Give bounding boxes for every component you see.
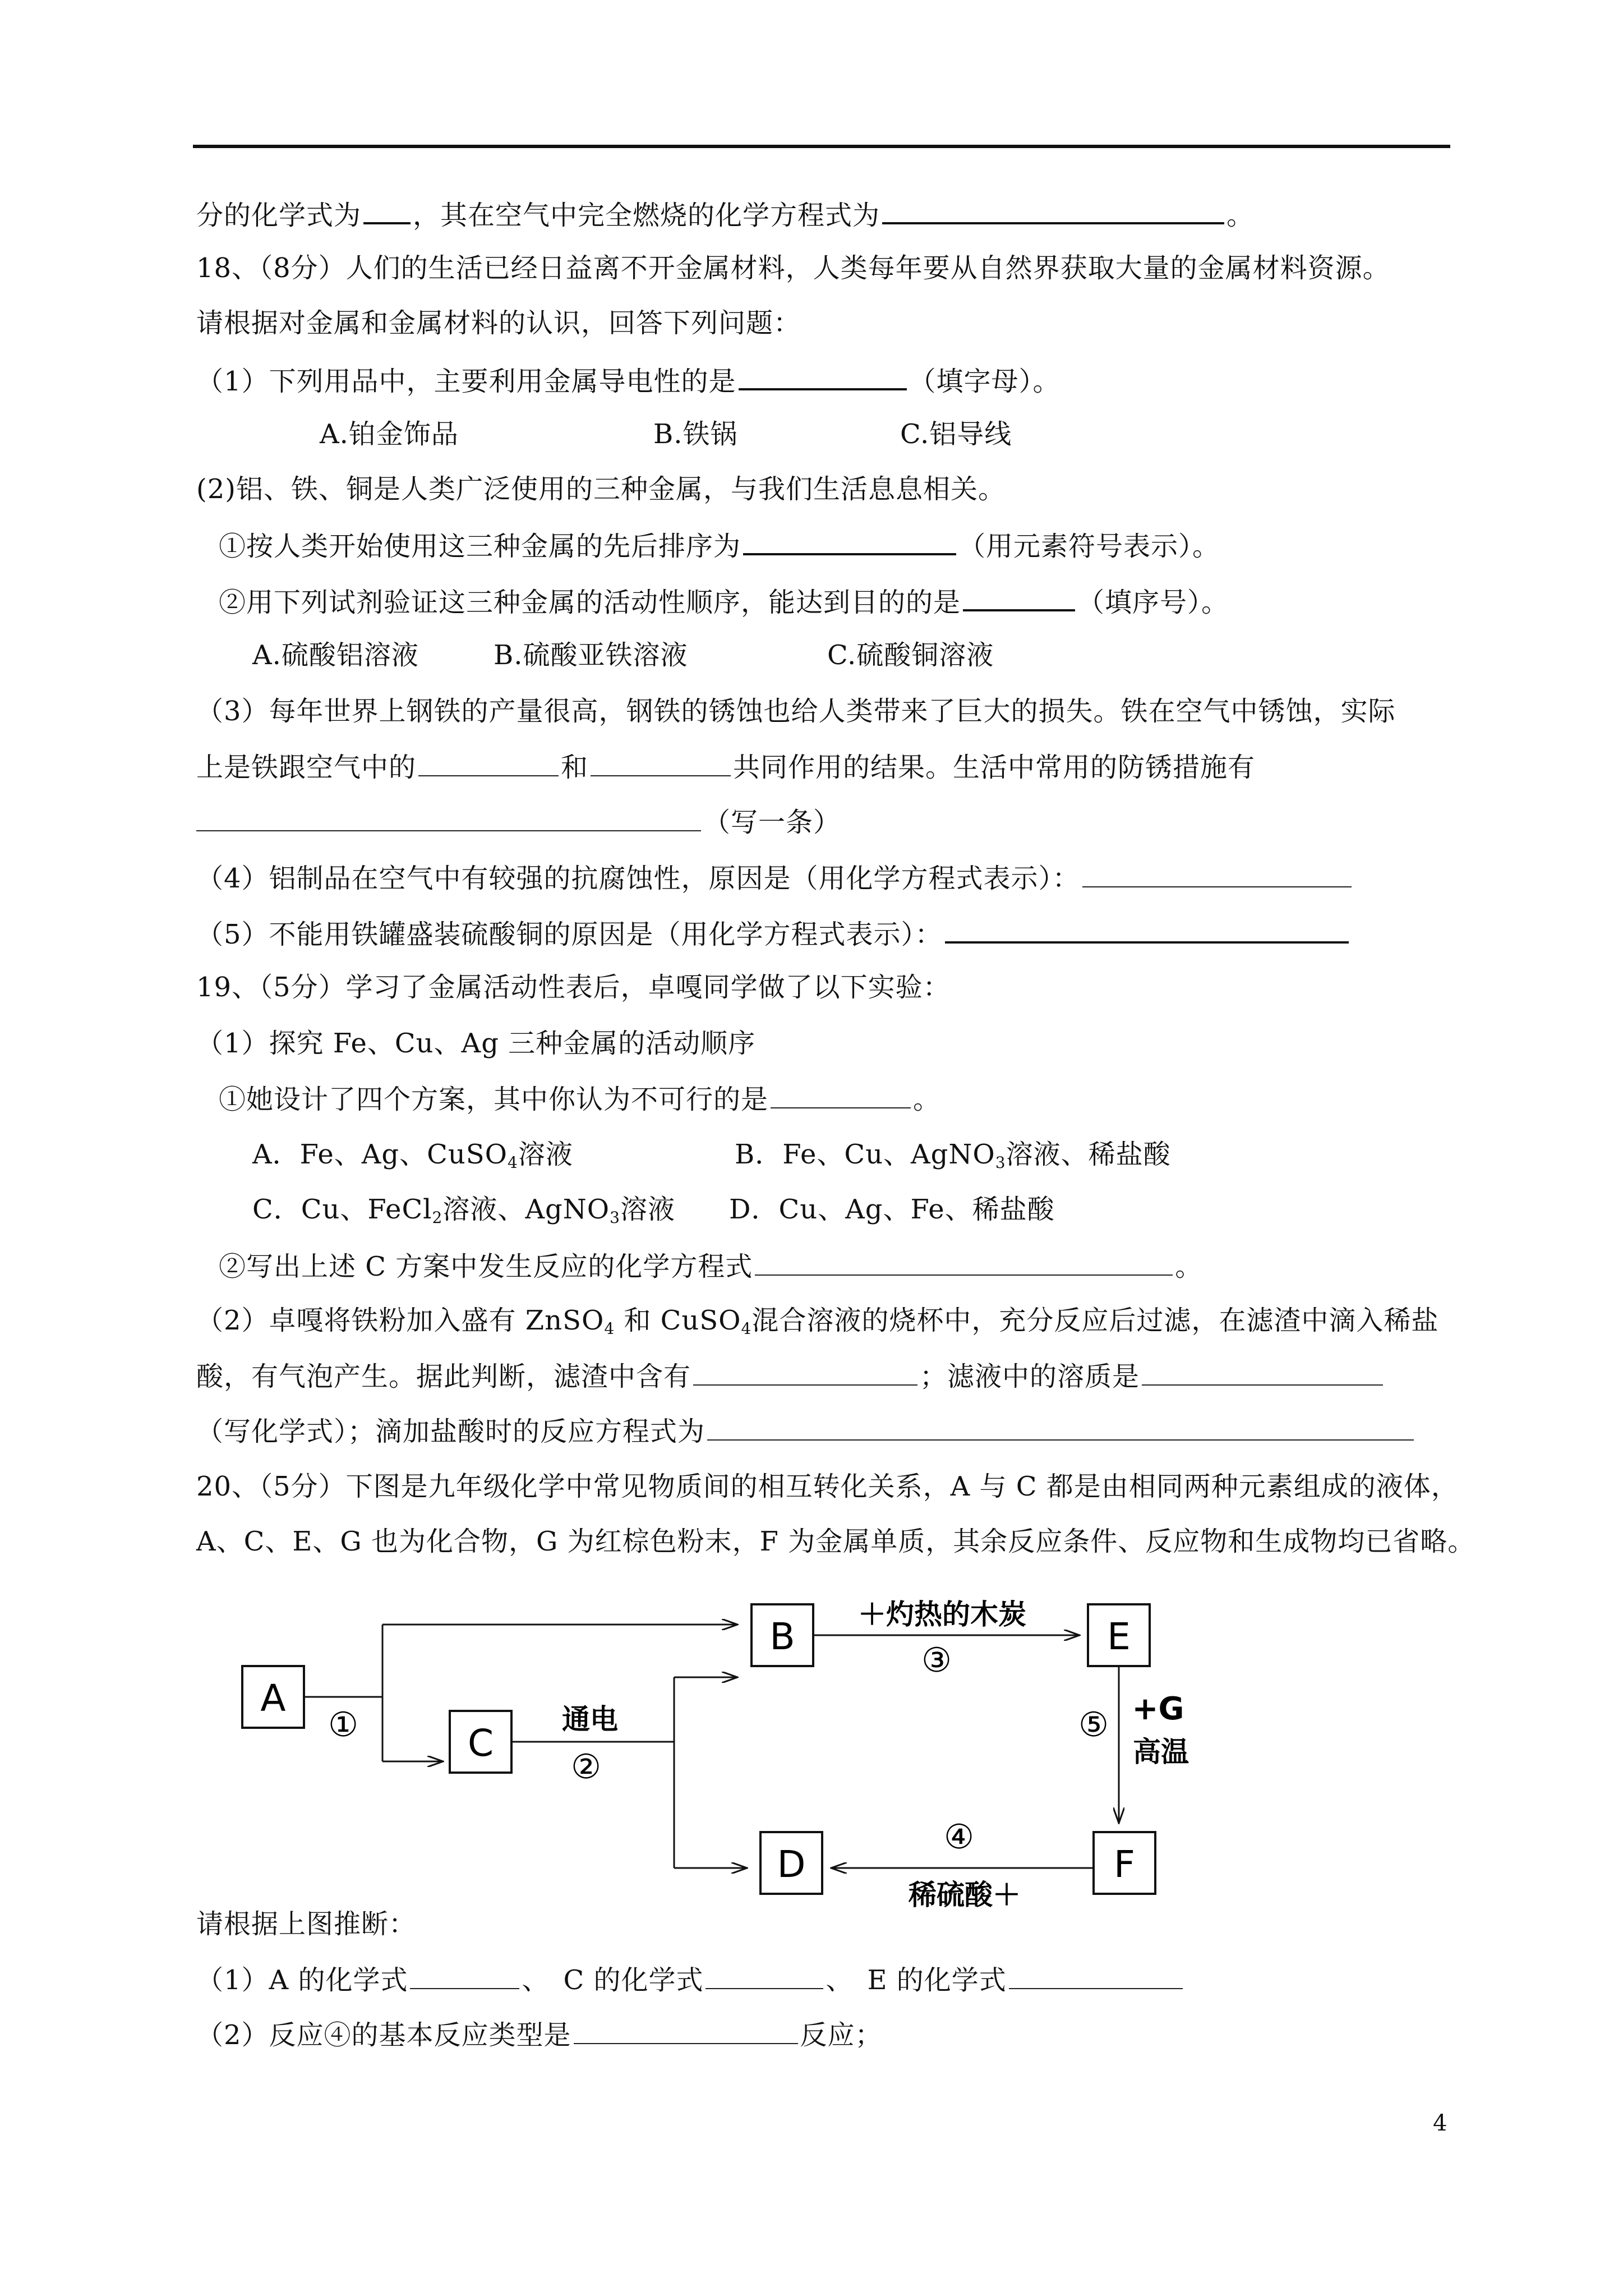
q18-part4 (196, 861, 1354, 895)
q18-part3: （3）每年世界上钢铁的产量很高，钢铁的锈蚀也给人类带来了巨大的损失。铁在空气中锈蚀，实际 (196, 696, 1396, 727)
q19-part2 (196, 1304, 1438, 1337)
text: ；滤液中的溶质是 (920, 1361, 1140, 1392)
arrow-c-to-b-d (511, 1677, 747, 1868)
step-2-label: ② (571, 1747, 601, 1787)
q18-reagent-a: A.硫酸铝溶液 (252, 639, 419, 671)
answer-blank[interactable] (707, 1414, 1414, 1441)
text: （1）A 的化学式 (196, 1964, 408, 1996)
answer-blank[interactable] (1009, 1962, 1183, 1989)
q18-part2-sub1 (219, 527, 1220, 563)
answer-blank[interactable] (574, 2017, 798, 2044)
node-a (242, 1666, 304, 1728)
text: 分的化学式为 (196, 200, 362, 231)
step-5-reactant: +G (1132, 1691, 1184, 1727)
header-rule (193, 145, 1450, 148)
q20-heading-2: A、C、E、G 也为化合物，G 为红棕色粉末，F 为金属单质，其余反应条件、反应物和生成物均已省略。 (196, 1526, 1476, 1557)
step-2-condition: 通电 (562, 1703, 618, 1736)
arrow-a-to-b-c (304, 1625, 737, 1761)
step-3-condition: ＋灼热的木炭 (858, 1598, 1026, 1631)
text: C．Cu、FeCl (252, 1194, 432, 1225)
page-number: 4 (1433, 2110, 1447, 2136)
step-3-label: ③ (921, 1641, 952, 1680)
text: ②写出上述 C 方案中发生反应的化学方程式 (219, 1251, 753, 1282)
text: （2）卓嘎将铁粉加入盛有 ZnSO (196, 1305, 605, 1336)
node-f (1094, 1832, 1155, 1894)
answer-blank[interactable] (882, 196, 1224, 224)
text: ①按人类开始使用这三种金属的先后排序为 (219, 531, 741, 562)
answer-blank[interactable] (739, 362, 907, 390)
text: （填序号）。 (1077, 587, 1229, 618)
q19-heading: 19、（5分）学习了金属活动性表后，卓嘎同学做了以下实验： (196, 972, 951, 1003)
answer-blank[interactable] (945, 915, 1349, 944)
q19-option-b (735, 1138, 1171, 1171)
q18-reagent-b: B.硫酸亚铁溶液 (494, 639, 688, 671)
answer-blank[interactable] (963, 583, 1075, 611)
conversion-diagram (213, 1593, 1503, 1930)
node-e-label: E (1107, 1615, 1131, 1658)
node-d (760, 1832, 822, 1894)
step-4-label: ④ (944, 1818, 974, 1857)
q18-part3-line3 (196, 804, 841, 839)
q19-part1-sub1 (219, 1082, 940, 1116)
text: （用元素符号表示）。 (958, 531, 1220, 562)
node-f-label: F (1114, 1843, 1135, 1886)
node-a-label: A (260, 1677, 286, 1720)
answer-blank[interactable] (410, 1962, 519, 1989)
q18-part3-line2 (196, 749, 1255, 784)
subscript: 2 (432, 1208, 443, 1227)
q19-option-a (252, 1138, 573, 1171)
text: 溶液 (518, 1139, 573, 1170)
node-e (1088, 1604, 1150, 1666)
text: （5）不能用铁罐盛装硫酸铜的原因是（用化学方程式表示）： (196, 919, 943, 950)
text: 混合溶液的烧杯中，充分反应后过滤，在滤渣中滴入稀盐 (751, 1305, 1439, 1336)
answer-blank[interactable] (706, 1962, 823, 1989)
answer-blank[interactable] (1082, 861, 1352, 887)
text: 反应； (800, 2019, 883, 2051)
text: 溶液 (620, 1194, 675, 1225)
answer-blank[interactable] (771, 1082, 911, 1108)
node-d-label: D (777, 1843, 806, 1886)
step-4-reactant: 稀硫酸＋ (909, 1879, 1021, 1911)
text: （2）反应④的基本反应类型是 (196, 2019, 571, 2051)
node-b (751, 1604, 813, 1666)
q18-part2: (2)铝、铁、铜是人类广泛使用的三种金属，与我们生活息息相关。 (196, 473, 1006, 505)
text: （填字母）。 (909, 366, 1061, 397)
text: ②用下列试剂验证这三种金属的活动性顺序，能达到目的的是 (219, 587, 961, 618)
node-b-label: B (769, 1615, 795, 1658)
q19-option-d: D．Cu、Ag、Fe、稀盐酸 (729, 1194, 1055, 1225)
line-continuation (196, 196, 1254, 232)
q19-part2-line3 (196, 1414, 1416, 1448)
text: 和 CuSO (615, 1305, 741, 1336)
text: （1）下列用品中，主要利用金属导电性的是 (196, 366, 736, 397)
answer-blank[interactable] (693, 1359, 917, 1386)
node-c (450, 1711, 511, 1773)
subscript: 3 (995, 1153, 1006, 1172)
text: 。 (1227, 200, 1255, 231)
text: 溶液、AgNO (442, 1194, 610, 1225)
answer-blank[interactable] (591, 749, 731, 776)
text: A．Fe、Ag、CuSO (252, 1139, 508, 1170)
text: ，其在空气中完全燃烧的化学方程式为 (413, 200, 880, 231)
q20-part1 (196, 1962, 1185, 1997)
q18-reagent-c: C.硫酸铜溶液 (827, 639, 994, 671)
text: 、 E 的化学式 (826, 1964, 1007, 1996)
text: 和 (561, 752, 589, 783)
text: 。 (913, 1084, 941, 1115)
step-1-label: ① (328, 1705, 358, 1745)
text: （4）铝制品在空气中有较强的抗腐蚀性，原因是（用化学方程式表示）： (196, 863, 1080, 894)
q18-part1 (196, 362, 1061, 398)
answer-blank[interactable] (418, 749, 559, 776)
text: 酸，有气泡产生。据此判断，滤渣中含有 (196, 1361, 691, 1392)
q19-part2-line2 (196, 1359, 1385, 1393)
q20-part2 (196, 2017, 883, 2052)
text: ①她设计了四个方案，其中你认为不可行的是 (219, 1084, 769, 1115)
answer-blank[interactable] (196, 804, 701, 831)
q19-part1: （1）探究 Fe、Cu、Ag 三种金属的活动顺序 (196, 1028, 756, 1059)
step-5-label: ⑤ (1078, 1705, 1109, 1745)
q18-option-c: C.铝导线 (900, 418, 1012, 450)
text: B．Fe、Cu、AgNO (735, 1139, 995, 1170)
q20-infer: 请根据上图推断： (196, 1908, 417, 1940)
answer-blank[interactable] (1142, 1359, 1383, 1386)
subscript: 4 (508, 1153, 518, 1172)
q18-heading-2: 请根据对金属和金属材料的认识，回答下列问题： (196, 307, 801, 339)
answer-blank[interactable] (743, 527, 956, 555)
subscript: 4 (741, 1319, 752, 1338)
q18-part2-sub2 (219, 583, 1229, 619)
answer-blank[interactable] (363, 196, 411, 224)
text: 共同作用的结果。生活中常用的防锈措施有 (733, 752, 1256, 783)
q20-heading: 20、（5分）下图是九年级化学中常见物质间的相互转化关系，A 与 C 都是由相同两种元素组成的液体， (196, 1471, 1459, 1502)
text: （写化学式）；滴加盐酸时的反应方程式为 (196, 1416, 706, 1447)
text: 、 C 的化学式 (522, 1964, 704, 1996)
q18-option-a: A.铂金饰品 (320, 418, 459, 450)
q18-part5 (196, 915, 1351, 951)
step-5-condition: 高温 (1133, 1736, 1189, 1768)
text: 溶液、稀盐酸 (1006, 1139, 1171, 1170)
subscript: 4 (604, 1319, 615, 1338)
subscript: 3 (610, 1208, 620, 1227)
node-c-label: C (467, 1722, 494, 1765)
q18-option-b: B.铁锅 (653, 418, 738, 450)
q19-part1-sub2 (219, 1249, 1202, 1283)
text: （写一条） (703, 807, 841, 838)
q19-option-c (252, 1193, 675, 1226)
q18-heading: 18、（8分）人们的生活已经日益离不开金属材料，人类每年要从自然界获取大量的金属材料资源。 (196, 252, 1390, 284)
text: 上是铁跟空气中的 (196, 752, 417, 783)
text: 。 (1175, 1251, 1203, 1282)
answer-blank[interactable] (755, 1249, 1173, 1276)
